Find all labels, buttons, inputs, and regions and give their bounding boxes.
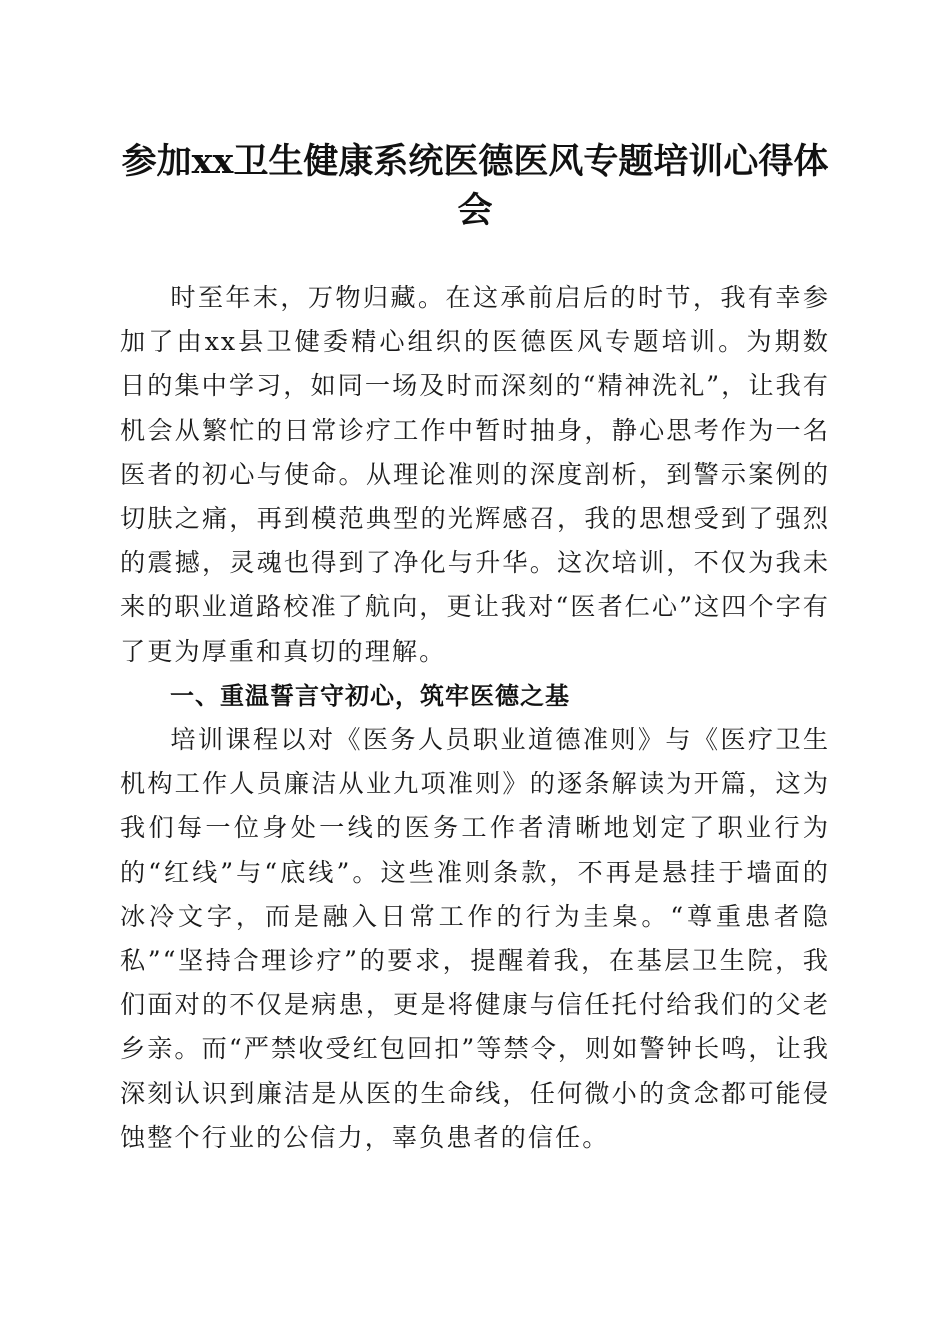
intro-paragraph: 时至年末，万物归藏。在这承前启后的时节，我有幸参加了由xx县卫健委精心组织的医德医风专题培训。为期数日的集中学习，如同一场及时而深刻的“精神洗礼”，让我有机会从繁忙的日常诊疗工作中暂时抽身，静心思考作为一名医者的初心与使命。从理论准则的深度剖析，到警示案例的切肤之痛，再到模范典型的光辉感召，我的思想受到了强烈的震撼，灵魂也得到了净化与升华。这次培训，不仅为我未来的职业道路校准了航向，更让我对“医者仁心”这四个字有了更为厚重和真切的理解。 xyxy=(120,283,830,666)
document-title: 参加xx卫生健康系统医德医风专题培训心得体会 xyxy=(121,141,829,231)
section-heading: 一、重温誓言守初心，筑牢医德之基 xyxy=(170,682,570,710)
section-paragraph: 培训课程以对《医务人员职业道德准则》与《医疗卫生机构工作人员廉洁从业九项准则》的逐条解读为开篇，这为我们每一位身处一线的医务工作者清晰地划定了职业行为的“红线”与“底线”。这些准则条款，不再是悬挂于墙面的冰冷文字，而是融入日常工作的行为圭臬。“尊重患者隐私”“坚持合理诊疗”的要求，提醒着我，在基层卫生院，我们面对的不仅是病患，更是将健康与信任托付给我们的父老乡亲。而“严禁收受红包回扣”等禁令，则如警钟长鸣，让我深刻认识到廉洁是从医的生命线，任何微小的贪念都可能侵蚀整个行业的公信力，辜负患者的信任。 xyxy=(120,725,830,1152)
